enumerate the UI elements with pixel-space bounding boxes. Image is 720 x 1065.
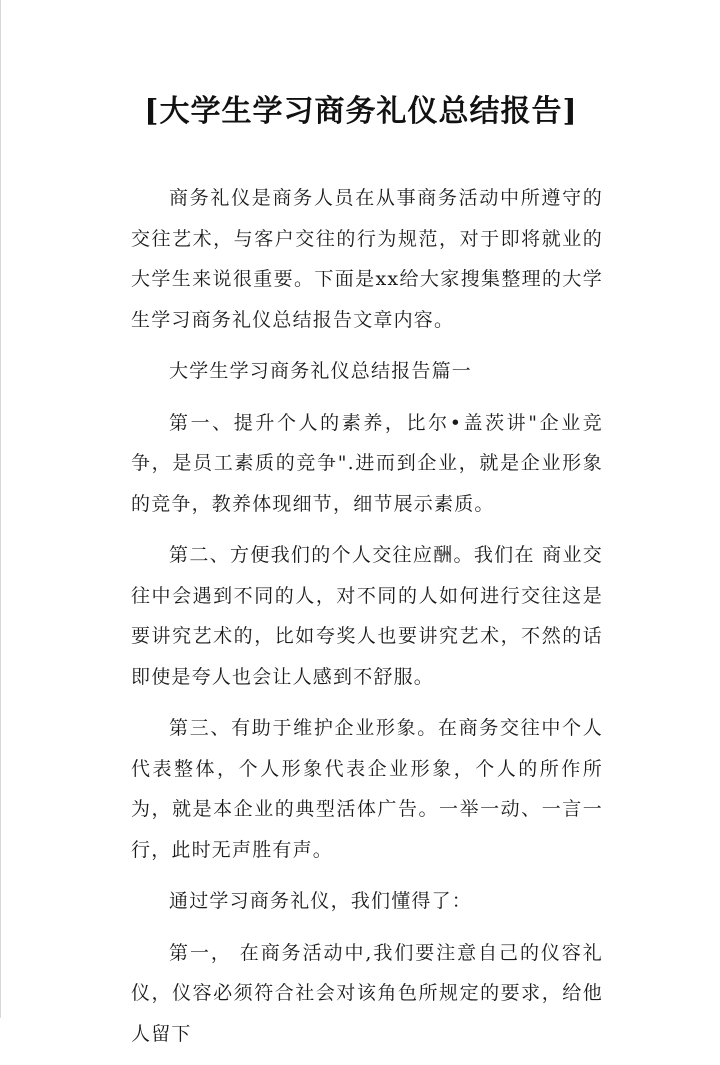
paragraph-point-three: 第三、有助于维护企业形象。在商务交往中个人代表整体，个人形象代表企业形象，个人的所作所为，就是本企业的典型活体广告。一举一动、一言一行，此时无声胜有声。 [131,717,603,861]
paragraph-point-two: 第二、方便我们的个人交往应酬。我们在 商业交往中会遇到不同的人，对不同的人如何进行交往这是要讲究艺术的，比如夸奖人也要讲究艺术，不然的话即使是夸人也会让人感到不舒服。 [131,544,603,688]
section-heading: 大学生学习商务礼仪总结报告篇一 [169,360,473,382]
paragraph-point-one: 第一、提升个人的素养，比尔•盖茨讲"企业竞争，是员工素质的竞争".进而到企业，就是企业形象的竞争，教养体现细节，细节展示素质。 [131,411,603,515]
document-title: [大学生学习商务礼仪总结报告] [144,94,578,129]
paragraph-learned: 通过学习商务礼仪，我们懂得了： [169,890,473,912]
document-body [131,178,603,1065]
paragraph-first-learning: 第一， 在商务活动中,我们要注意自己的仪容礼仪，仪容必须符合社会对该角色所规定的要求，给他人留下 [131,941,603,1045]
paragraph-intro: 商务礼仪是商务人员在从事商务活动中所遵守的交往艺术，与客户交往的行为规范，对于即将就业的大学生来说很重要。下面是xx给大家搜集整理的大学生学习商务礼仪总结报告文章内容。 [131,187,603,331]
